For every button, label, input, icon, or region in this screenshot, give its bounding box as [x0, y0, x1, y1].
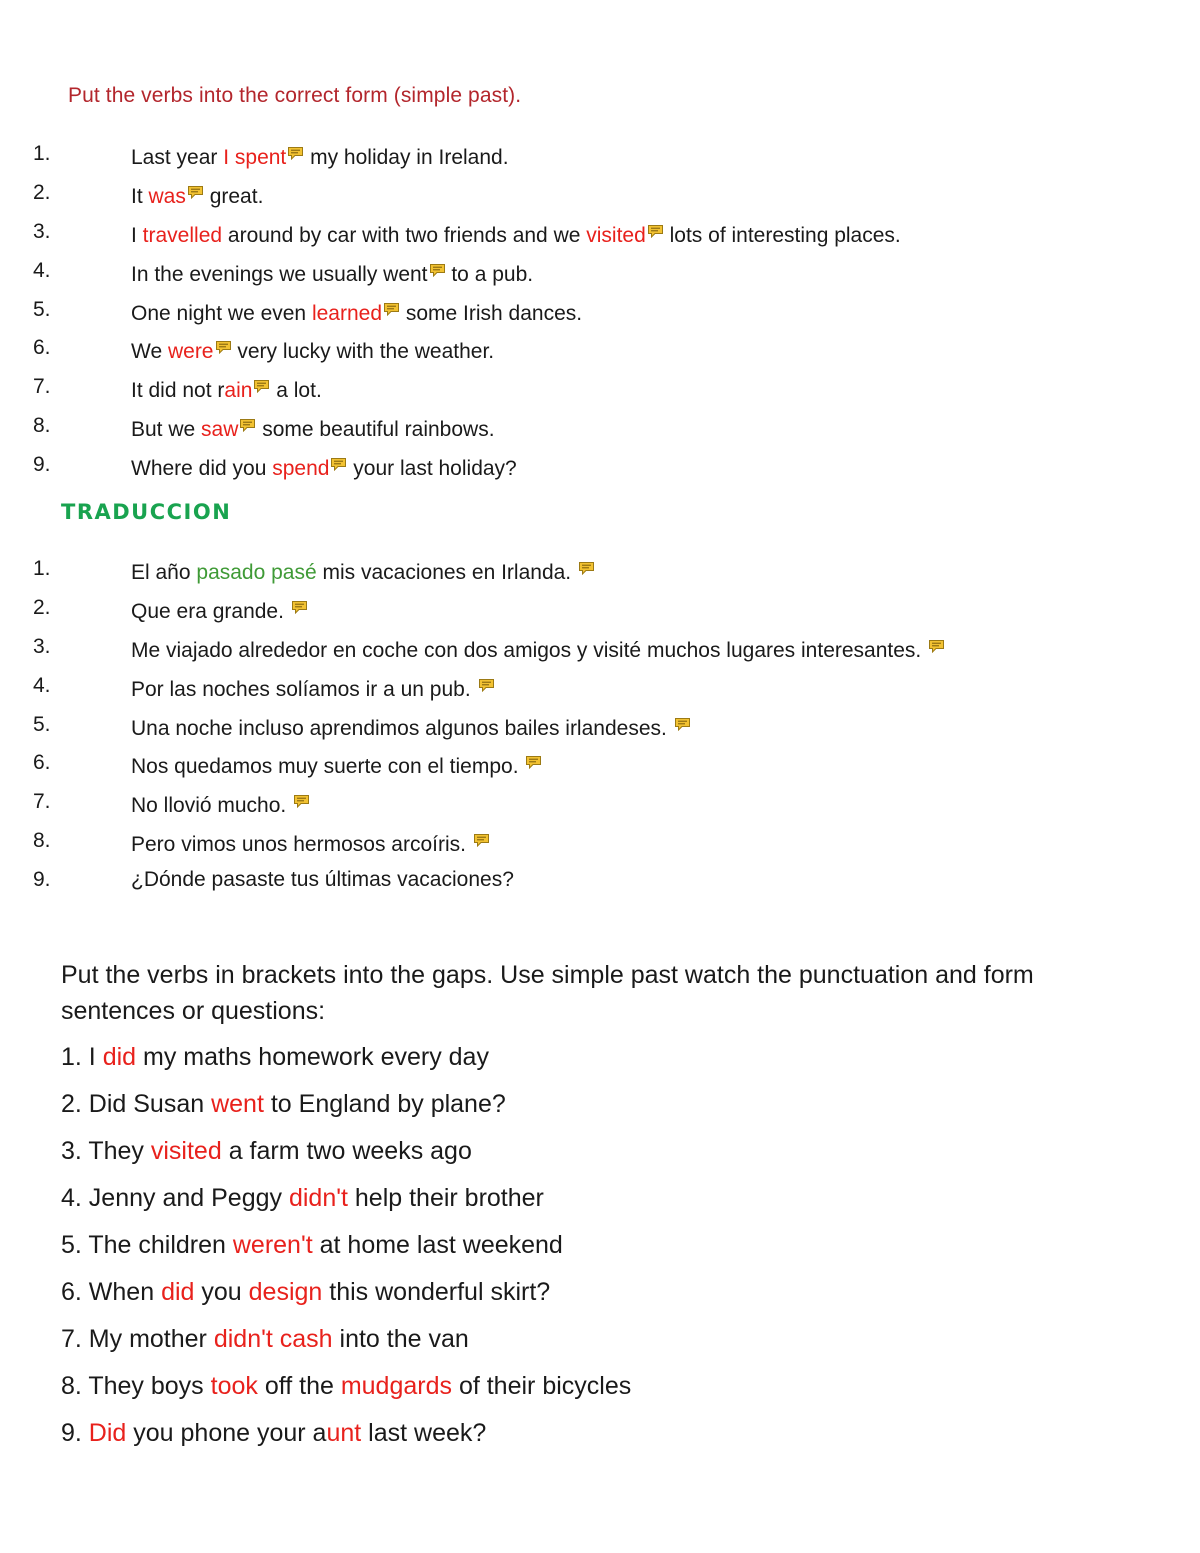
- exercise2-item: [61, 1179, 1141, 1226]
- answer-verb: went: [211, 1090, 264, 1118]
- item-text: [131, 136, 509, 176]
- item-text: [131, 253, 533, 293]
- item-text: [131, 175, 263, 215]
- text-segment: 9.: [61, 1419, 89, 1447]
- exercise2-section: [61, 957, 1141, 1461]
- item-number: 3.: [33, 634, 51, 658]
- text-segment: 7. My mother: [61, 1325, 214, 1353]
- exercise2-instructions: Put the verbs in brackets into the gaps. Use simple past watch the punctuation and form sentences or questions:: [61, 961, 1034, 1025]
- item-number: 5.: [33, 712, 51, 736]
- text-segment: El año: [131, 561, 197, 584]
- item-text: [131, 707, 691, 747]
- answer-verb: design: [248, 1278, 323, 1306]
- item-number: 7.: [33, 790, 51, 814]
- exercise2-item: [61, 1320, 1141, 1367]
- text-segment: of their bicycles: [452, 1372, 632, 1400]
- text-segment: very lucky with the weather.: [231, 340, 495, 364]
- item-text: [131, 447, 517, 487]
- answer-verb: spend: [272, 457, 330, 481]
- item-text: [131, 745, 542, 785]
- text-segment: some Irish dances.: [400, 301, 583, 325]
- item-number: 1.: [33, 142, 51, 165]
- text-segment: you phone your a: [126, 1419, 327, 1447]
- answer-verb: Did: [88, 1419, 127, 1447]
- text-segment: Me viajado alrededor en coche con dos amigos y visité muchos lugares interesantes.: [131, 638, 922, 662]
- text-segment: you: [194, 1278, 249, 1306]
- exercise1-title: Put the verbs into the correct form (simple past).: [68, 84, 522, 107]
- text-segment: my maths homework every day: [136, 1043, 489, 1071]
- text-segment: Last year: [131, 146, 224, 169]
- text-segment: help their brother: [347, 1184, 544, 1212]
- text-segment: It did not r: [131, 379, 225, 403]
- item-text: [131, 214, 901, 254]
- comment-icon[interactable]: [647, 214, 664, 228]
- item-number: 6.: [33, 751, 51, 775]
- text-segment: around by car with two friends and we: [222, 223, 587, 247]
- text-segment: this wonderful skirt?: [322, 1278, 551, 1306]
- comment-icon[interactable]: [291, 590, 308, 604]
- text-segment: lots of interesting places.: [663, 223, 901, 247]
- item-number: 8.: [33, 414, 51, 438]
- item-text: [131, 292, 582, 332]
- comment-icon[interactable]: [287, 136, 304, 150]
- text-segment: mis vacaciones en Irlanda.: [316, 561, 572, 584]
- answer-verb: travelled: [142, 223, 223, 247]
- text-segment: some beautiful rainbows.: [256, 418, 495, 442]
- comment-icon[interactable]: [330, 447, 347, 461]
- item-number: 5.: [33, 297, 51, 321]
- text-segment: In the evenings we usually went: [131, 262, 428, 286]
- answer-verb: I spent: [223, 146, 287, 169]
- answer-verb: was: [148, 184, 186, 208]
- text-segment: I: [131, 223, 143, 247]
- item-number: 9.: [33, 868, 51, 892]
- exercise2-item: [61, 1226, 1141, 1273]
- exercise2-item: [61, 1085, 1141, 1132]
- item-number: 4.: [33, 673, 51, 697]
- text-segment: at home last weekend: [312, 1231, 563, 1259]
- text-segment: great.: [203, 184, 264, 208]
- answer-verb: ain: [224, 379, 253, 403]
- answer-verb: mudgards: [340, 1372, 452, 1400]
- text-segment: Una noche incluso aprendimos algunos bailes irlandeses.: [131, 716, 667, 740]
- comment-icon[interactable]: [293, 784, 310, 798]
- item-number: 4.: [33, 258, 51, 282]
- text-segment: your last holiday?: [347, 457, 517, 481]
- comment-icon[interactable]: [383, 292, 400, 306]
- item-number: 7.: [33, 375, 51, 399]
- item-text: [131, 590, 308, 630]
- comment-icon[interactable]: [215, 330, 232, 344]
- item-text: [131, 369, 322, 409]
- text-segment: 6. When: [61, 1278, 162, 1306]
- answer-verb: took: [210, 1372, 258, 1400]
- item-text: [131, 330, 494, 370]
- item-number: 6.: [33, 336, 51, 360]
- text-segment: No llovió mucho.: [131, 794, 287, 818]
- text-segment: into the van: [332, 1325, 469, 1353]
- item-text: [131, 408, 495, 448]
- text-segment: It: [131, 184, 149, 208]
- comment-icon[interactable]: [473, 823, 490, 837]
- comment-icon[interactable]: [525, 745, 542, 759]
- comment-icon[interactable]: [239, 408, 256, 422]
- item-text: [131, 629, 945, 669]
- item-number: 1.: [33, 557, 51, 580]
- comment-icon[interactable]: [674, 707, 691, 721]
- item-text: [131, 784, 310, 824]
- answer-verb: visited: [150, 1137, 222, 1165]
- translation-heading: TRADUCCION: [61, 500, 232, 524]
- comment-icon[interactable]: [578, 551, 595, 565]
- text-segment: Por las noches solíamos ir a un pub.: [131, 677, 471, 701]
- text-segment: Nos quedamos muy suerte con el tiempo.: [131, 755, 519, 779]
- item-number: 2.: [33, 595, 51, 619]
- text-segment: to England by plane?: [263, 1090, 506, 1118]
- text-segment: last week?: [361, 1419, 487, 1447]
- text-segment: We: [131, 340, 168, 364]
- answer-verb: visited: [586, 223, 646, 247]
- text-segment: But we: [131, 418, 202, 442]
- text-segment: Que era grande.: [131, 599, 284, 623]
- text-segment: One night we even: [131, 301, 312, 325]
- item-text: [131, 823, 490, 863]
- answer-verb: saw: [201, 418, 239, 442]
- item-number: 2.: [33, 180, 51, 204]
- item-text: [131, 862, 514, 898]
- answer-verb: didn't cash: [213, 1325, 333, 1353]
- text-segment: a farm two weeks ago: [221, 1137, 472, 1165]
- exercise2-item: [61, 1414, 1141, 1461]
- comment-icon[interactable]: [478, 668, 495, 682]
- item-text: [131, 551, 595, 591]
- exercise2-item: [61, 1367, 1141, 1414]
- answer-verb: were: [167, 340, 214, 364]
- item-number: 3.: [33, 219, 51, 243]
- text-segment: 3. They: [61, 1137, 151, 1165]
- item-number: 8.: [33, 829, 51, 853]
- text-segment: ¿Dónde pasaste tus últimas vacaciones?: [131, 868, 514, 892]
- comment-icon[interactable]: [429, 253, 446, 267]
- answer-verb: unt: [326, 1419, 362, 1447]
- text-segment: Where did you: [131, 457, 273, 481]
- text-segment: my holiday in Ireland.: [304, 146, 509, 169]
- text-segment: to a pub.: [445, 262, 534, 286]
- text-segment: 1. I: [61, 1043, 103, 1071]
- answer-verb: did: [161, 1278, 195, 1306]
- exercise2-item: [61, 1038, 1141, 1085]
- exercise2-item: [61, 1273, 1141, 1320]
- comment-icon[interactable]: [928, 629, 945, 643]
- highlighted-text: pasado pasé: [196, 561, 317, 584]
- exercise2-item: [61, 1132, 1141, 1179]
- text-segment: 2. Did Susan: [61, 1090, 212, 1118]
- answer-verb: didn't: [288, 1184, 348, 1212]
- comment-icon[interactable]: [253, 369, 270, 383]
- text-segment: a lot.: [270, 379, 322, 403]
- item-number: 9.: [33, 453, 51, 477]
- text-segment: 8. They boys: [61, 1372, 211, 1400]
- text-segment: off the: [257, 1372, 341, 1400]
- comment-icon[interactable]: [187, 175, 204, 189]
- answer-verb: weren't: [232, 1231, 313, 1259]
- text-segment: 5. The children: [61, 1231, 233, 1259]
- answer-verb: did: [102, 1043, 137, 1071]
- answer-verb: learned: [311, 301, 383, 325]
- text-segment: Pero vimos unos hermosos arcoíris.: [131, 833, 466, 857]
- text-segment: 4. Jenny and Peggy: [61, 1184, 289, 1212]
- item-text: [131, 668, 495, 708]
